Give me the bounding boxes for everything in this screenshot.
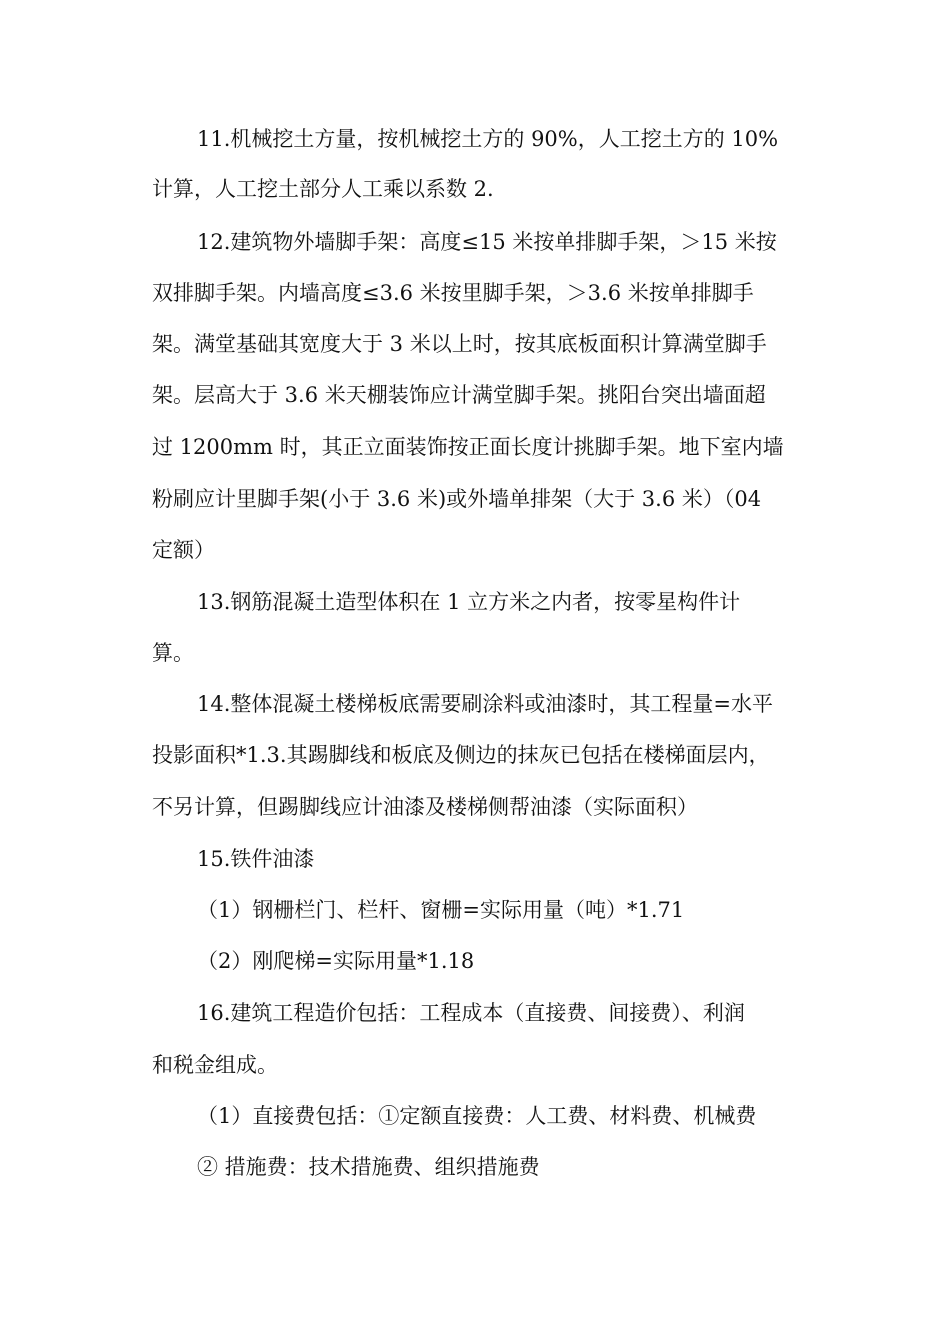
- text-line-item-16: 16.建筑工程造价包括：工程成本（直接费、间接费）、利润: [197, 1001, 745, 1025]
- text-line-item-12: 12.建筑物外墙脚手架：高度≤15 米按单排脚手架，＞15 米按: [197, 230, 777, 254]
- text-line-item-11: 11.机械挖土方量，按机械挖土方的 90%，人工挖土方的 10%: [197, 127, 779, 151]
- text-line-item-13: 13.钢筋混凝土造型体积在 1 立方米之内者，按零星构件计: [197, 590, 741, 614]
- text-line-item-14-cont-1: 投影面积*1.3.其踢脚线和板底及侧边的抹灰已包括在楼梯面层内，: [152, 743, 770, 767]
- text-line-item-16-sub-2: ② 措施费：技术措施费、组织措施费: [197, 1155, 540, 1179]
- text-line-item-12-cont-3: 架。层高大于 3.6 米天棚装饰应计满堂脚手架。挑阳台突出墙面超: [152, 383, 766, 407]
- text-line-item-13-cont: 算。: [152, 641, 194, 665]
- text-line-item-15-sub-2: （2）刚爬梯=实际用量*1.18: [197, 949, 475, 973]
- text-line-item-12-cont-2: 架。满堂基础其宽度大于 3 米以上时，按其底板面积计算满堂脚手: [152, 332, 767, 356]
- text-line-item-12-cont-5: 粉刷应计里脚手架(小于 3.6 米)或外墙单排架（大于 3.6 米）（04: [152, 487, 762, 511]
- text-line-item-15-sub-1: （1）钢栅栏门、栏杆、窗栅=实际用量（吨）*1.71: [197, 898, 685, 922]
- text-line-item-14: 14.整体混凝土楼梯板底需要刷涂料或油漆时，其工程量=水平: [197, 692, 773, 716]
- text-line-item-12-cont-1: 双排脚手架。内墙高度≤3.6 米按里脚手架，＞3.6 米按单排脚手: [152, 281, 754, 305]
- text-line-item-15: 15.铁件油漆: [197, 847, 315, 871]
- text-line-item-12-cont-6: 定额）: [152, 538, 215, 562]
- text-line-item-12-cont-4: 过 1200mm 时，其正立面装饰按正面长度计挑脚手架。地下室内墙: [152, 435, 784, 459]
- text-line-item-14-cont-2: 不另计算，但踢脚线应计油漆及楼梯侧帮油漆（实际面积）: [152, 795, 698, 819]
- text-line-item-11-cont: 计算，人工挖土部分人工乘以系数 2.: [152, 177, 494, 201]
- text-line-item-16-cont: 和税金组成。: [152, 1053, 278, 1077]
- text-line-item-16-sub-1: （1）直接费包括：①定额直接费：人工费、材料费、机械费: [197, 1104, 757, 1128]
